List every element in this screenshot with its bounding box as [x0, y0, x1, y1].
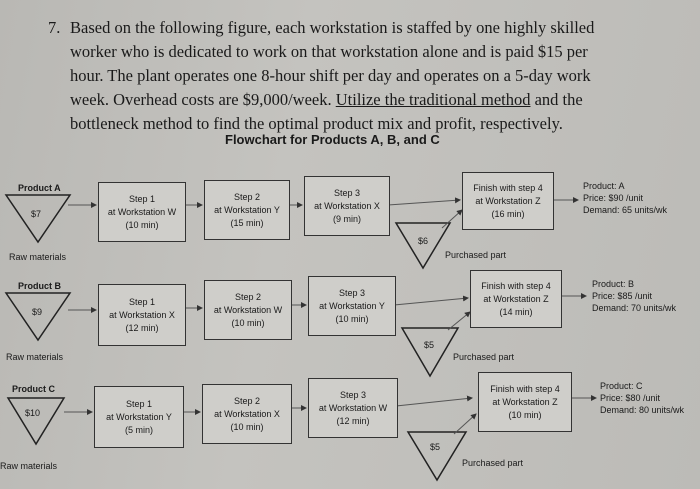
product-c-purchased-label: Purchased part — [462, 458, 524, 468]
step-title: Step 3 — [338, 287, 366, 298]
product-price: Price: $90 /unit — [583, 193, 644, 203]
product-b-purchased-label: Purchased part — [453, 352, 515, 362]
product-c-raw-label: Raw materials — [0, 461, 58, 471]
step-time: (12 min) — [125, 322, 159, 333]
step-title: Step 3 — [339, 389, 367, 400]
product-a-step-3 — [304, 176, 390, 236]
product-b-step-3 — [308, 276, 396, 336]
step-workstation: at Workstation Z — [492, 396, 558, 407]
problem-line-4-start: week. Overhead costs are $9,000/week. — [70, 90, 336, 109]
step-time: (15 min) — [230, 217, 264, 228]
problem-line-3: hour. The plant operates one 8-hour shift per day and operates on a 5-day work — [70, 66, 591, 85]
step-title: Step 2 — [234, 291, 262, 302]
step-time: (10 min) — [230, 421, 264, 432]
product-c-step-1 — [94, 386, 184, 448]
step-time: (10 min) — [508, 409, 542, 420]
product-demand: Demand: 80 units/wk — [600, 405, 685, 415]
purchased-part-triangle-b — [402, 328, 458, 376]
product-b-step-1 — [98, 284, 186, 346]
product-name: Product: B — [592, 279, 635, 289]
step-title: Finish with step 4 — [490, 383, 560, 394]
product-c-purchased-cost: $5 — [430, 442, 441, 452]
step-workstation: at Workstation W — [107, 206, 177, 217]
problem-number: 7. — [48, 18, 61, 37]
step-title: Step 3 — [333, 187, 361, 198]
step-time: (12 min) — [336, 415, 370, 426]
problem-line-2: worker who is dedicated to work on that workstation alone and is paid $15 per — [70, 42, 588, 61]
product-c-finish-step — [478, 372, 572, 432]
product-demand: Demand: 65 units/wk — [583, 205, 668, 215]
step-workstation: at Workstation W — [318, 402, 388, 413]
step-workstation: at Workstation Y — [319, 300, 385, 311]
product-c-info — [600, 380, 684, 416]
step-title: Step 2 — [233, 191, 261, 202]
purchased-part-triangle-c — [408, 432, 466, 480]
product-b-purchased-cost: $5 — [424, 340, 435, 350]
problem-line-5: bottleneck method to find the optimal product mix and profit, respectively. — [70, 114, 563, 133]
product-c-step-3 — [308, 378, 398, 438]
step-title: Finish with step 4 — [481, 280, 551, 291]
step-time: (10 min) — [335, 313, 369, 324]
product-b-info — [592, 278, 676, 314]
step-workstation: at Workstation Z — [475, 195, 541, 206]
product-b-raw-label: Raw materials — [6, 352, 64, 362]
raw-material-triangle-c — [8, 398, 64, 444]
product-price: Price: $85 /unit — [592, 291, 653, 301]
product-b-label: Product B — [18, 281, 62, 291]
product-b-finish-step — [470, 270, 562, 328]
step-workstation: at Workstation X — [314, 200, 380, 211]
step-time: (10 min) — [231, 317, 265, 328]
step-time: (16 min) — [491, 208, 525, 219]
product-b-step-2 — [204, 280, 292, 340]
product-a-purchased-label: Purchased part — [445, 250, 507, 260]
product-c-step-2 — [202, 384, 292, 444]
step-time: (5 min) — [124, 424, 153, 435]
step-workstation: at Workstation X — [109, 309, 175, 320]
step-title: Step 2 — [233, 395, 261, 406]
product-a-step-2 — [204, 180, 290, 240]
product-a-purchased-cost: $6 — [418, 236, 429, 246]
step-title: Finish with step 4 — [473, 182, 543, 193]
step-title: Step 1 — [125, 398, 153, 409]
problem-line-1: Based on the following figure, each workstation is staffed by one highly skilled — [70, 18, 595, 37]
step-time: (10 min) — [125, 219, 159, 230]
product-a-label: Product A — [18, 183, 61, 193]
step-workstation: at Workstation X — [214, 408, 280, 419]
product-c-label: Product C — [12, 384, 56, 394]
product-a-raw-cost: $7 — [31, 209, 42, 219]
problem-line-4-end: and the — [530, 90, 583, 109]
product-a-raw-label: Raw materials — [9, 252, 67, 262]
step-workstation: at Workstation Y — [106, 411, 172, 422]
product-c-raw-cost: $10 — [25, 408, 41, 418]
product-a-info — [583, 180, 667, 216]
product-demand: Demand: 70 units/wk — [592, 303, 677, 313]
product-price: Price: $80 /unit — [600, 393, 661, 403]
product-name: Product: C — [600, 381, 643, 391]
problem-underlined-phrase: Utilize the traditional method — [335, 90, 531, 109]
step-workstation: at Workstation W — [213, 304, 283, 315]
step-title: Step 1 — [128, 193, 156, 204]
step-workstation: at Workstation Z — [483, 293, 549, 304]
product-b-raw-cost: $9 — [32, 307, 43, 317]
product-a-finish-step — [462, 172, 554, 230]
flowchart-title: Flowchart for Products A, B, and C — [225, 132, 440, 147]
product-name: Product: A — [583, 181, 625, 191]
product-a-step-1 — [98, 182, 186, 242]
step-time: (14 min) — [499, 306, 533, 317]
step-time: (9 min) — [332, 213, 361, 224]
step-workstation: at Workstation Y — [214, 204, 280, 215]
step-title: Step 1 — [128, 296, 156, 307]
